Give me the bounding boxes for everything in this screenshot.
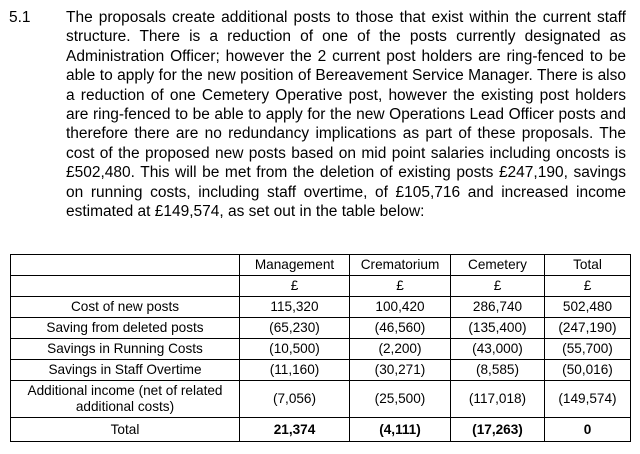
section-paragraph: The proposals create additional posts to those that exist within the current staff structure. There is a reduction of one of the posts currently designated as Administration Officer; however the 2 current post holders are ring-fenced to be able to apply for the new position of Bereavement Service Manager. There is also a reduction of one Cemetery Operative post, however the existing post holders are ring-fenced to be able to apply for the new Operations Lead Officer posts and therefore there are no redundancy implications as part of these proposals. The cost of the proposed new posts based on mid point salaries including oncosts is £502,480. This will be met from the deletion of existing posts £247,190, savings on running costs, including staff overtime, of £105,716 and increased income estimated at £149,574, as set out in the table below:	[66, 9, 626, 221]
row-label: Savings in Running Costs	[11, 339, 240, 360]
table-cell: (46,560)	[350, 318, 451, 339]
table-cell: 502,480	[545, 297, 631, 318]
table-cell: (43,000)	[451, 339, 545, 360]
section-number: 5.1	[9, 9, 31, 26]
table-row	[11, 297, 631, 318]
table-cell: (30,271)	[350, 360, 451, 381]
total-cell: 0	[545, 418, 631, 442]
header-cell-cemetery: Cemetery	[451, 255, 545, 276]
row-label: Additional income (net of related additional costs)	[11, 381, 240, 418]
total-label: Total	[11, 418, 240, 442]
table-total-row	[11, 418, 631, 442]
table-cell: 115,320	[240, 297, 350, 318]
header-cell-management: Management	[240, 255, 350, 276]
row-label: Savings in Staff Overtime	[11, 360, 240, 381]
table-row	[11, 339, 631, 360]
table-cell: (25,500)	[350, 381, 451, 418]
header-cell-crematorium: Crematorium	[350, 255, 451, 276]
table-cell: (247,190)	[545, 318, 631, 339]
table-cell: (65,230)	[240, 318, 350, 339]
table-row	[11, 318, 631, 339]
total-cell: (4,111)	[350, 418, 451, 442]
table-cell: (50,016)	[545, 360, 631, 381]
table-currency-row	[11, 276, 631, 297]
table-cell: (10,500)	[240, 339, 350, 360]
table-cell: (11,160)	[240, 360, 350, 381]
table-cell: (7,056)	[240, 381, 350, 418]
currency-cell	[11, 276, 240, 297]
currency-cell: £	[240, 276, 350, 297]
table-cell: (2,200)	[350, 339, 451, 360]
table-row	[11, 381, 631, 418]
table-cell: (117,018)	[451, 381, 545, 418]
table-cell: (149,574)	[545, 381, 631, 418]
currency-cell: £	[350, 276, 451, 297]
table-header-row	[11, 255, 631, 276]
financial-table	[10, 254, 631, 442]
total-cell: (17,263)	[451, 418, 545, 442]
table-row	[11, 360, 631, 381]
header-cell-total: Total	[545, 255, 631, 276]
row-label: Saving from deleted posts	[11, 318, 240, 339]
total-cell: 21,374	[240, 418, 350, 442]
row-label: Cost of new posts	[11, 297, 240, 318]
header-cell-blank	[11, 255, 240, 276]
table-cell: 286,740	[451, 297, 545, 318]
table-cell: (135,400)	[451, 318, 545, 339]
currency-cell: £	[451, 276, 545, 297]
table-cell: (55,700)	[545, 339, 631, 360]
currency-cell: £	[545, 276, 631, 297]
table-cell: 100,420	[350, 297, 451, 318]
table-cell: (8,585)	[451, 360, 545, 381]
